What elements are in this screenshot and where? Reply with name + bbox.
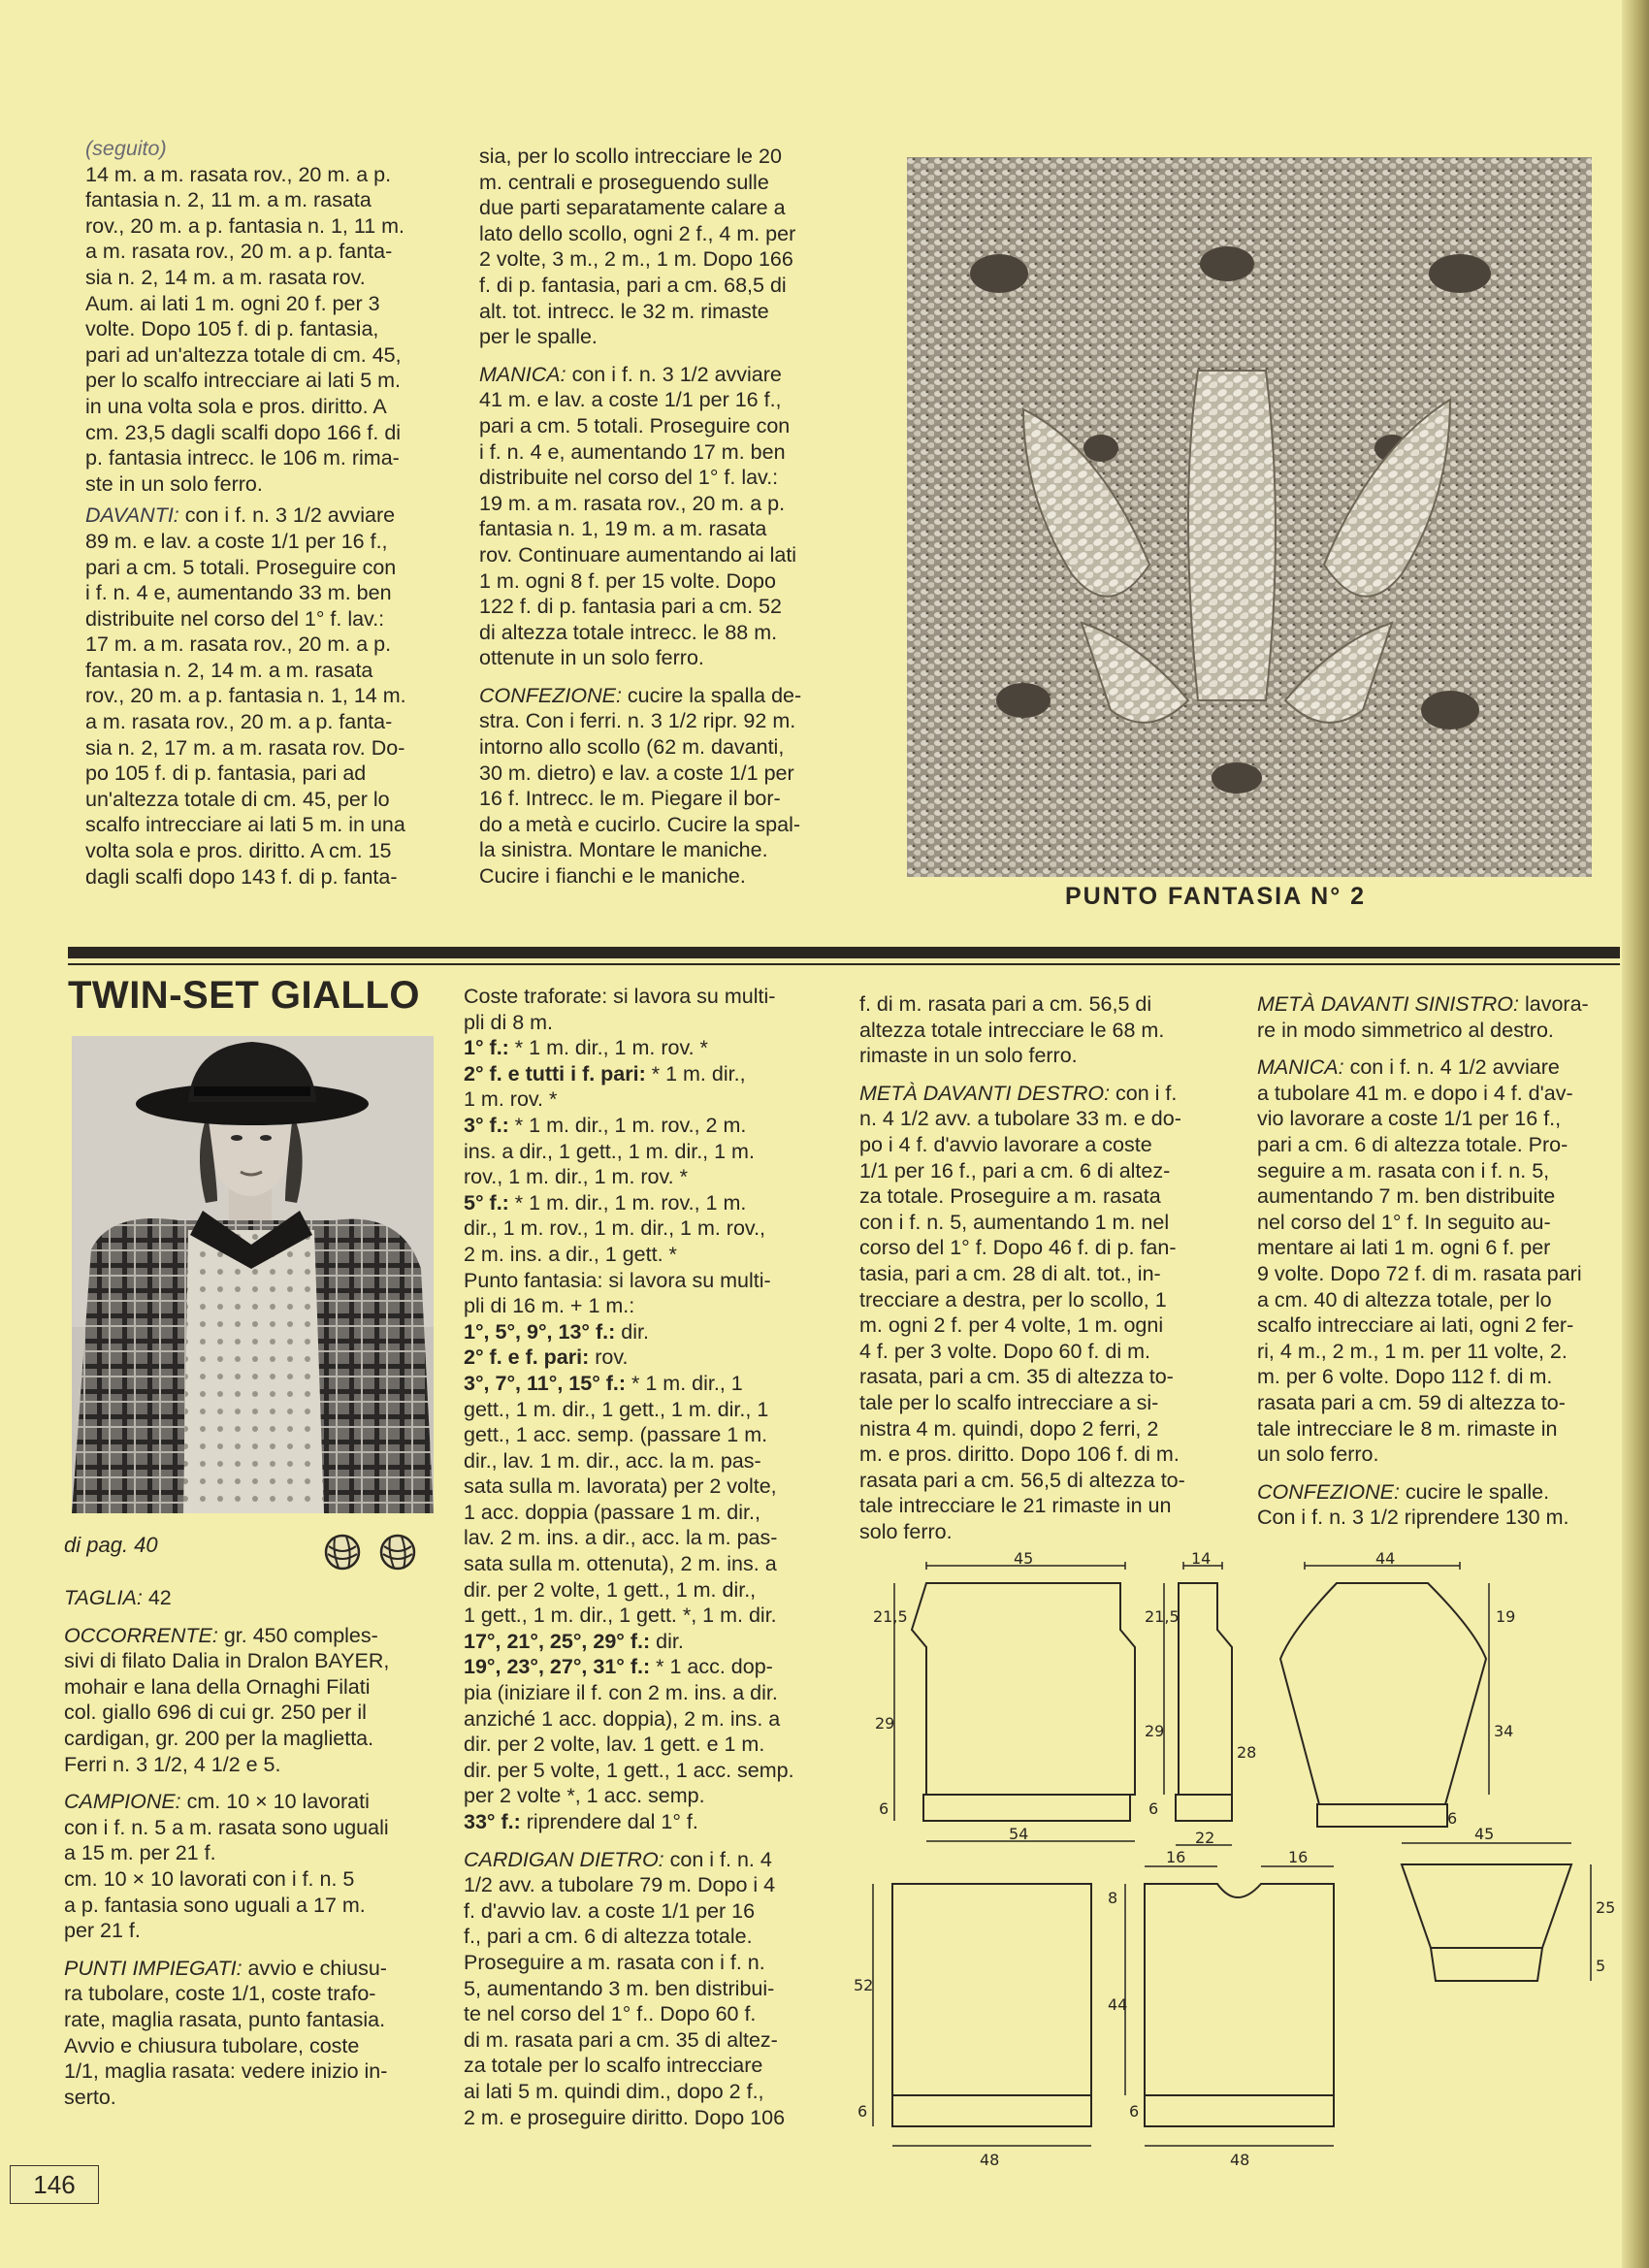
instruction-line [464,1035,834,1061]
garment-schematics [854,1552,1630,2192]
text-line: Aum. ai lati 1 m. ogni 20 f. per 3 [85,291,380,315]
text-line: ai lati 5 m. quindi dim., dopo 2 f., [464,2079,764,2103]
row-text: Punto fantasia: si lavora su multi- [464,1268,771,1292]
instruction-line [464,1010,834,1036]
dim-top-sleeve-rib: 5 [1596,1957,1606,1975]
text-line: ottenute in un solo ferro. [479,646,704,670]
text-line: pari ad un'altezza totale di cm. 45, [85,342,402,367]
dim-top-back-rib: 6 [857,2102,868,2121]
manica2-lines [1257,1081,1618,1468]
dim-sleeve-rib: 6 [1447,1809,1458,1828]
sinistro-lines [1257,1018,1618,1044]
row-text: rov., 1 m. dir., 1 m. rov. * [464,1165,688,1189]
stitch-instructions [464,984,834,1835]
knit-texture [907,157,1592,877]
dim-top-front-width: 48 [1230,2151,1250,2169]
text-line: Avvio e chiusura tubolare, coste [64,2033,360,2057]
dim-top-sleeve-h: 25 [1596,1898,1616,1917]
row-text: 1 acc. doppia (passare 1 m. dir., [464,1500,760,1524]
instruction-line [464,1113,834,1139]
text-line: di m. rasata pari a cm. 35 di altez- [464,2027,778,2052]
text-line: rasata, pari a cm. 35 di altezza to- [859,1365,1174,1389]
text-line: rimaste in un solo ferro. [859,1044,1078,1068]
text-line: m. centrali e proseguendo sulle [479,170,769,194]
text-line: i f. n. 4 e, aumentando 17 m. ben [479,439,786,464]
text-line: Cucire i fianchi e le maniche. [479,864,746,889]
row-label: 2° f. e tutti i f. pari: [464,1061,646,1085]
dim-top-sleeve-top: 45 [1474,1825,1495,1843]
text-line: alt. tot. intrecc. le 32 m. rimaste [479,299,769,323]
text-line: f., pari a cm. 6 di altezza totale. [464,1925,753,1949]
text-line: f. di m. rasata pari a cm. 56,5 di [859,992,1152,1016]
dim-front-bottom: 22 [1195,1829,1215,1847]
text-line: a cm. 40 di altezza totale, per lo [1257,1287,1552,1312]
row-text: dir. [615,1319,649,1344]
text-line: 41 m. e lav. a coste 1/1 per 16 f., [479,388,782,412]
model-photo-image [72,1036,434,1513]
text-line: fantasia n. 1, 19 m. a m. rasata [479,517,767,541]
row-label: 19°, 23°, 27°, 31° f.: [464,1655,651,1679]
section-divider [68,947,1620,958]
dim-back-armhole: 21,5 [873,1607,908,1626]
text-column-1 [85,136,454,890]
row-label: 2° f. e f. pari: [464,1345,590,1370]
instruction-line [464,1732,834,1758]
row-text: * 1 m. dir., 1 [626,1371,743,1395]
text-line: te nel corso del 1° f.. Dopo 60 f. [464,2002,757,2026]
dim-back-width: 45 [1014,1552,1034,1568]
davanti-lines [85,529,454,890]
row-text: rov. [589,1345,629,1370]
text-line: rate, maglia rasata, punto fantasia. [64,2007,386,2031]
text-line: po i 4 f. d'avvio lavorare a coste [859,1132,1152,1156]
text-line: dagli scalfi dopo 143 f. di p. fanta- [85,864,398,889]
schematic-top-back [892,1884,1091,2095]
text-line: 19 m. a m. rasata rov., 20 m. a p. [479,491,786,515]
text-line: 122 f. di p. fantasia pari a cm. 52 [479,595,782,619]
instruction-line [464,1139,834,1165]
instruction-line [464,1215,834,1242]
instruction-line [464,1680,834,1706]
instruction-line [464,1345,834,1371]
instruction-line [464,1293,834,1319]
text-line: 1/1 per 16 f., pari a cm. 6 di altez- [859,1158,1171,1183]
text-line: Con i f. n. 3 1/2 riprendere 130 m. [1257,1506,1569,1530]
dim-front-top: 14 [1191,1552,1212,1568]
text-line: m. e pros. diritto. Dopo 106 f. di m. [859,1442,1180,1467]
text-line: stra. Con i ferri. n. 3 1/2 ripr. 92 m. [479,709,796,733]
row-text: ins. a dir., 1 gett., 1 m. dir., 1 m. [464,1139,755,1163]
dim-front-side: 29 [1145,1722,1165,1740]
instruction-line [464,1654,834,1680]
text-column-2 [479,144,857,890]
campione-first-line: CAMPIONE: cm. 10 × 10 lavorati [64,1790,370,1814]
text-line: rov., 20 m. a p. fantasia n. 1, 14 m. [85,684,406,708]
row-text: dir. [650,1629,684,1653]
text-line: in una volta sola e pros. diritto. A [85,394,387,418]
manica-first-line: MANICA: con i f. n. 3 1/2 avviare [479,362,782,386]
text-line: mentare ai lati 1 m. ogni 6 f. per [1257,1236,1551,1260]
text-line: volta sola e pros. diritto. A cm. 15 [85,839,392,863]
text-line: un'altezza totale di cm. 45, per lo [85,787,390,811]
manica-lines [479,387,857,671]
occorrente-first-line: OCCORRENTE: gr. 450 comples- [64,1623,378,1647]
text-line: altezza totale intrecciare le 68 m. [859,1018,1165,1042]
dim-sleeve-cap: 19 [1496,1607,1516,1626]
text-column-a [64,1585,433,2110]
text-line: rasata pari a cm. 59 di altezza to- [1257,1390,1566,1414]
row-text: * 1 acc. dop- [650,1655,773,1679]
dim-top-back-height: 52 [854,1976,874,1994]
instruction-line [464,1500,834,1526]
text-line: 2 volte, 3 m., 2 m., 1 m. Dopo 166 [479,247,793,272]
text-line: corso del 1° f. Dopo 46 f. di p. fan- [859,1236,1177,1260]
page-number: 146 [10,2165,99,2204]
text-line: i f. n. 4 e, aumentando 33 m. ben [85,581,392,605]
schematic-top-front [1145,1884,1334,2095]
text-line: 1/2 avv. a tubolare 79 m. Dopo i 4 [464,1873,776,1897]
row-text: gett., 1 acc. semp. (passare 1 m. [464,1423,768,1447]
row-text: per 2 volte *, 1 acc. semp. [464,1784,705,1808]
text-line: sia, per lo scollo intrecciare le 20 [479,145,782,168]
text-line: ste in un solo ferro. [85,471,263,496]
instruction-line [464,984,834,1010]
text-line: tale intrecciare le 8 m. rimaste in [1257,1416,1558,1441]
text-line: per le spalle. [479,325,598,349]
instruction-line [464,1268,834,1294]
dim-back-bottom: 54 [1009,1825,1029,1843]
dim-top-front-rib: 6 [1129,2102,1140,2121]
text-line: m. per 6 volte. Dopo 112 f. di m. [1257,1365,1553,1389]
row-text: lav. 2 m. ins. a dir., acc. la m. pas- [464,1526,778,1550]
text-line: aumentando 7 m. ben distribuite [1257,1184,1556,1209]
section-divider-thin [68,963,1620,965]
instruction-line [464,1448,834,1474]
punti-first-line: PUNTI IMPIEGATI: avvio e chiusu- [64,1956,387,1980]
text-line: 2 m. e proseguire diritto. Dopo 106 [464,2105,786,2129]
instruction-line [464,1086,834,1113]
text-line: pari a cm. 5 totali. Proseguire con [85,555,397,579]
dim-back-rib: 6 [879,1799,889,1818]
yarn-ball-icon [378,1533,417,1571]
row-text: dir. per 2 volte, 1 gett., 1 m. dir., [464,1577,757,1602]
row-text: dir. per 2 volte, lav. 1 gett. e 1 m. [464,1733,765,1757]
dim-front-neck: 28 [1237,1743,1257,1762]
text-line: intorno allo scollo (62 m. davanti, [479,735,785,760]
yarn-ball-icon [323,1533,362,1571]
cardigan-lines [464,1872,834,2130]
text-line: 30 m. dietro) e lav. a coste 1/1 per [479,761,794,785]
instruction-line [464,1242,834,1268]
row-text: * 1 m. dir., [645,1061,746,1085]
row-text: riprendere dal 1° f. [520,1810,698,1833]
row-label: 33° f.: [464,1810,521,1833]
confezione2-first-line: CONFEZIONE: cucire le spalle. [1257,1479,1550,1504]
row-text: dir., 1 m. rov., 1 m. dir., 1 m. rov., [464,1216,766,1241]
text-line: a m. rasata rov., 20 m. a p. fanta- [85,240,393,264]
text-line: n. 4 1/2 avv. a tubolare 33 m. e do- [859,1107,1181,1131]
col2-top-lines [479,144,857,350]
text-line: 89 m. e lav. a coste 1/1 per 16 f., [85,529,388,553]
text-line: per 21 f. [64,1919,141,1943]
text-line: 5, aumentando 3 m. ben distribui- [464,1976,775,2000]
text-line: cm. 10 × 10 lavorati con i f. n. 5 [64,1866,355,1891]
destro-lines [859,1106,1228,1544]
row-label: 1°, 5°, 9°, 13° f.: [464,1319,616,1344]
instruction-line [464,1190,834,1216]
text-line: ra tubolare, coste 1/1, coste trafo- [64,1982,376,2006]
text-line: p. fantasia intrecc. le 106 m. rima- [85,446,400,470]
text-line: tale per lo scalfo intrecciare a si- [859,1390,1159,1414]
text-line: m. ogni 2 f. per 4 volte, 1 m. ogni [859,1313,1164,1338]
text-column-b [464,984,834,2130]
text-line: ri, 4 m., 2 m., 1 m. per 11 volte, 2. [1257,1339,1568,1363]
text-line: rasata pari a cm. 56,5 di altezza to- [859,1468,1185,1492]
text-line: scalfo intrecciare ai lati 5 m. in una [85,813,405,837]
instruction-line [464,1783,834,1809]
text-line: f. di p. fantasia, pari a cm. 68,5 di [479,273,787,297]
row-label: 1° f.: [464,1036,509,1060]
text-line: 1 m. ogni 8 f. per 15 volte. Dopo [479,568,776,593]
row-text: pli di 16 m. + 1 m.: [464,1294,635,1318]
dim-sleeve-len: 34 [1494,1722,1514,1740]
text-line: 1/1, maglia rasata: vedere inizio in- [64,2059,388,2084]
instruction-line [464,1061,834,1087]
text-line: trecciare a destra, per lo scollo, 1 [859,1287,1167,1312]
text-line: 16 f. Intrecc. le m. Piegare il bor- [479,787,781,811]
text-line: a p. fantasia sono uguali a 17 m. [64,1893,366,1917]
continued-label: (seguito) [85,137,167,160]
text-line: za totale per lo scalfo intrecciare [464,2054,763,2078]
dim-top-back-width: 48 [980,2151,1000,2169]
text-line: pari a cm. 5 totali. Proseguire con [479,413,791,437]
text-line: a m. rasata rov., 20 m. a p. fanta- [85,710,393,734]
text-line: tale intrecciare le 21 rimaste in un [859,1494,1172,1518]
row-label: 5° f.: [464,1190,509,1215]
text-line: f. d'avvio lav. a coste 1/1 per 16 [464,1898,756,1923]
text-line: 14 m. a m. rasata rov., 20 m. a p. [85,162,392,186]
row-text: gett., 1 m. dir., 1 gett., 1 m. dir., 1 [464,1397,769,1421]
taglia-line: TAGLIA: 42 [64,1586,172,1609]
text-line: nistra 4 m. quindi, dopo 2 ferri, 2 [859,1416,1159,1441]
text-line: 4 f. per 3 volte. Dopo 60 f. di m. [859,1339,1150,1363]
row-text: pia (iniziare il f. con 2 m. ins. a dir. [464,1681,778,1705]
instruction-line [464,1551,834,1577]
text-column-c [859,991,1228,1544]
page-reference: di pag. 40 [64,1533,158,1557]
text-line: a 15 m. per 21 f. [64,1841,216,1865]
text-line: solo ferro. [859,1519,953,1543]
col1-top-lines [85,162,454,498]
row-text: dir. per 5 volte, 1 gett., 1 acc. semp. [464,1758,794,1782]
text-line: do a metà e cucirlo. Cucire la spal- [479,812,801,836]
dim-top-front-neck-d: 8 [1108,1889,1118,1907]
manica2-first-line: MANICA: con i f. n. 4 1/2 avviare [1257,1055,1560,1080]
instruction-line [464,1474,834,1500]
text-line: distribuite nel corso del 1° f. lav.: [85,606,385,631]
knit-stitch-photo [907,157,1592,877]
text-column-d [1257,991,1618,1531]
text-line: pari a cm. 6 di altezza totale. Pro- [1257,1132,1568,1156]
row-text: 1 m. rov. * [464,1087,558,1112]
destro-first-line: METÀ DAVANTI DESTRO: con i f. [859,1081,1178,1105]
text-line: per lo scalfo intrecciare ai lati 5 m. [85,369,402,393]
instruction-line [464,1371,834,1397]
text-line: con i f. n. 5 a m. rasata sono uguali [64,1815,389,1839]
instruction-line [464,1809,834,1835]
text-line: fantasia n. 2, 11 m. a m. rasata [85,188,372,212]
dim-front-rib: 6 [1148,1799,1159,1818]
text-line: re in modo simmetrico al destro. [1257,1018,1554,1042]
knit-photo-caption: PUNTO FANTASIA N° 2 [1065,883,1367,910]
text-line: 9 volte. Dopo 72 f. di m. rasata pari [1257,1261,1582,1285]
text-line: mohair e lana della Ornaghi Filati [64,1674,371,1699]
text-line: due parti separatamente calare a [479,196,786,220]
row-text: dir., lav. 1 m. dir., acc. la m. pas- [464,1448,761,1473]
row-label: 3°, 7°, 11°, 15° f.: [464,1371,627,1395]
row-text: sata sulla m. lavorata) per 2 volte, [464,1474,777,1499]
text-line: Proseguire a m. rasata con i f. n. [464,1950,765,1974]
row-text: * 1 m. dir., 1 m. rov. * [508,1036,708,1060]
text-line: cm. 23,5 dagli scalfi dopo 166 f. di [85,420,402,444]
instruction-line [464,1397,834,1423]
row-text: sata sulla m. ottenuta), 2 m. ins. a [464,1552,777,1576]
text-line: tasia, pari a cm. 28 di alt. tot., in- [859,1261,1161,1285]
instruction-line [464,1577,834,1604]
text-line: con i f. n. 5, aumentando 1 m. nel [859,1210,1170,1234]
schematic-cardigan-front [1179,1583,1232,1795]
campione-lines [64,1815,433,1944]
confezione-lines [479,708,857,889]
sinistro-first-line: METÀ DAVANTI SINISTRO: lavora- [1257,992,1589,1016]
text-line: 17 m. a m. rasata rov., 20 m. a p. [85,632,392,657]
dim-top-front-height: 44 [1108,1995,1128,2014]
punti-lines [64,1981,433,2110]
dim-front-armhole: 21,5 [1145,1607,1180,1626]
text-line: lato dello scollo, ogni 2 f., 4 m. per [479,221,796,245]
text-line: volte. Dopo 105 f. di p. fantasia, [85,317,379,341]
text-line: sia n. 2, 17 m. a m. rasata rov. Do- [85,735,405,760]
text-line: nel corso del 1° f. In seguito au- [1257,1210,1551,1234]
dim-top-front-neck-r: 16 [1288,1848,1309,1866]
row-label: 17°, 21°, 25°, 29° f.: [464,1629,651,1653]
instruction-line [464,1422,834,1448]
text-line: col. giallo 696 di cui gr. 250 per il [64,1701,367,1725]
text-line: a tubolare 41 m. e dopo i 4 f. d'av- [1257,1081,1573,1105]
instruction-line [464,1525,834,1551]
text-line: rov., 20 m. a p. fantasia n. 1, 11 m. [85,213,405,238]
cardigan-first-line: CARDIGAN DIETRO: con i f. n. 4 [464,1847,772,1871]
confezione-first-line: CONFEZIONE: cucire la spalla de- [479,683,802,707]
text-line: sivi di filato Dalia in Dralon BAYER, [64,1649,390,1673]
row-text: pli di 8 m. [464,1010,554,1034]
row-text: * 1 m. dir., 1 m. rov., 2 m. [508,1113,747,1137]
instruction-line [464,1758,834,1784]
text-line: un solo ferro. [1257,1442,1379,1467]
instruction-line [464,1629,834,1655]
dim-top-front-neck-l: 16 [1166,1848,1186,1866]
schematic-cardigan-sleeve [1280,1583,1486,1804]
occorrente-lines [64,1648,433,1777]
schematic-cardigan-back [912,1583,1135,1795]
dim-back-side: 29 [875,1714,895,1733]
row-text: anziché 1 acc. doppia), 2 m. ins. a [464,1706,781,1731]
instruction-line [464,1319,834,1345]
text-line: Ferri n. 3 1/2, 4 1/2 e 5. [64,1752,281,1776]
text-line: cardigan, gr. 200 per la maglietta. [64,1726,374,1750]
text-line: serto. [64,2085,116,2109]
text-line: sia n. 2, 14 m. a m. rasata rov. [85,265,366,289]
text-line: scalfo intrecciare ai lati, ogni 2 fer- [1257,1313,1574,1338]
pattern-title: TWIN-SET GIALLO [68,974,421,1017]
text-line: la sinistra. Montare le maniche. [479,838,768,862]
instruction-line [464,1706,834,1733]
row-text: 1 gett., 1 m. dir., 1 gett. *, 1 m. dir. [464,1604,777,1628]
text-line: za totale. Proseguire a m. rasata [859,1184,1161,1209]
row-text: 2 m. ins. a dir., 1 gett. * [464,1242,677,1266]
text-line: fantasia n. 2, 14 m. a m. rasata [85,658,373,682]
text-line: distribuite nel corso del 1° f. lav.: [479,466,779,490]
instruction-line [464,1603,834,1629]
text-line: seguire a m. rasata con i f. n. 5, [1257,1158,1550,1183]
instruction-line [464,1164,834,1190]
row-label: 3° f.: [464,1113,509,1137]
model-photo [72,1036,434,1513]
text-line: di altezza totale intrecc. le 88 m. [479,620,778,644]
confezione2-lines [1257,1505,1618,1531]
col-c-top-lines [859,991,1228,1069]
text-line: po 105 f. di p. fantasia, pari ad [85,761,367,786]
schematic-top-sleeve [1402,1864,1571,1948]
row-text: * 1 m. dir., 1 m. rov., 1 m. [508,1190,747,1215]
davanti-first-line: DAVANTI: con i f. n. 3 1/2 avviare [85,503,396,528]
text-line: rov. Continuare aumentando ai lati [479,542,797,567]
dim-sleeve-top: 44 [1375,1552,1396,1568]
row-text: Coste traforate: si lavora su multi- [464,985,776,1008]
text-line: vio lavorare a coste 1/1 per 16 f., [1257,1107,1562,1131]
